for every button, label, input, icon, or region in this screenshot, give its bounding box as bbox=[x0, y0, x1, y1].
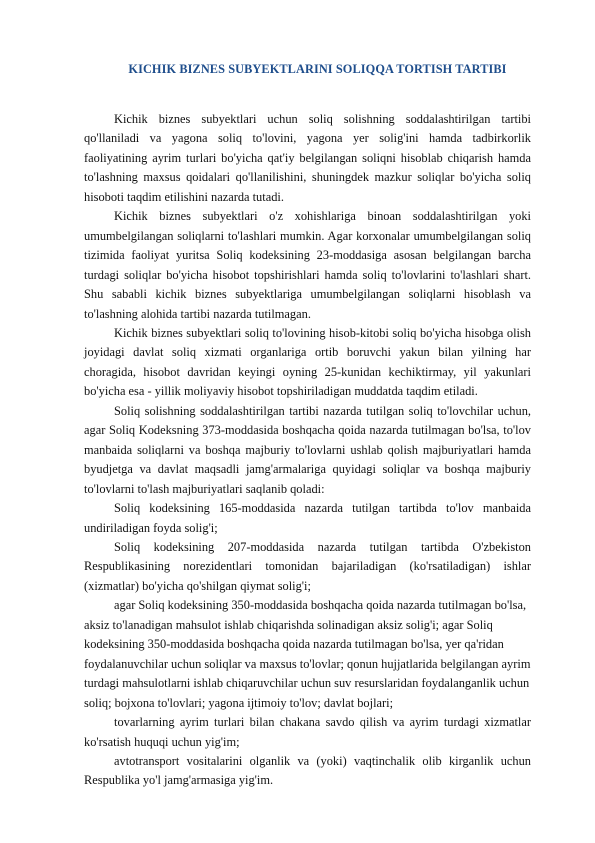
paragraph: tovarlarning ayrim turlari bilan chakana savdo qilish va ayrim turdagi xizmatlar ko'rsatish huquqi uchun yig'im; bbox=[84, 715, 531, 749]
paragraph: Kichik biznes subyektlari o'z xohishlariga binoan soddalashtirilgan yoki umumbelgilangan soliqlarni to'lashlari mumkin. Agar korxonalar umumbelgilangan soliq tizimida faoliyat yuritsa Soliq kodeksining 23-moddasiga asosan belgilangan barcha turdagi soliqlar bo'yicha hisobot topshirishlari hamda soliq to'lovlarini to'lashlari shart. Shu sababli kichik biznes subyektlariga umumbelgilangan soliqlarni hisoblash va to'lashning alohida tartibi nazarda tutilmagan. bbox=[84, 209, 531, 321]
paragraph: agar Soliq kodeksining 350-moddasida boshqacha qoida nazarda tutilmagan bo'lsa, aksiz to'lanadigan mahsulot ishlab chiqarishda solinadigan aksiz solig'i; agar Soliq kodeksining 350-moddasida boshqacha qoida nazarda tutilmagan bo'lsa, yer qa'ridan foydalanuvchilar uchun soliqlar va maxsus to'lovlar; qonun hujjatlarida belgilangan ayrim turdagi mahsulotlarni ishlab chiqaruvchilar uchun suv resurslaridan foydalanganlik uchun soliq; bojxona to'lovlari; yagona ijtimoiy to'lov; davlat bojlari; bbox=[84, 598, 531, 710]
document-body bbox=[84, 110, 531, 791]
paragraph: Kichik biznes subyektlari soliq to'lovining hisob-kitobi soliq bo'yicha hisobga olish joyidagi davlat soliq xizmati organlariga ortib boruvchi yakun bilan yilning har choragida, hisobot davridan keyingi oyning 25-kunidan kechiktirmay, yil yakunlari bo'yicha esa - yillik moliyaviy hisobot topshiriladigan muddatda taqdim etiladi. bbox=[84, 325, 531, 399]
paragraph: Soliq solishning soddalashtirilgan tartibi nazarda tutilgan soliq to'lovchilar uchun, agar Soliq Kodeksning 373-moddasida boshqacha qoida nazarda tutilmagan bo'lsa, to'lov manbaida soliqlarni va boshqa majburiy to'lovlarni ushlab qolish majburiyatlari hamda byudjetga va davlat maqsadli jamg'armalariga quyidagi soliqlar va boshqa majburiy to'lovlarni to'lash majburiyatlari saqlanib qoladi: bbox=[84, 403, 531, 496]
document-title: KICHIK BIZNES SUBYEKTLARINI SOLIQQA TORTISH TARTIBI bbox=[128, 62, 507, 76]
paragraph: Kichik biznes subyektlari uchun soliq solishning soddalashtirilgan tartibi qo'llaniladi va yagona soliq to'lovini, yagona yer solig'ini hamda tadbirkorlik faoliyatining ayrim turlari bo'yicha qat'iy belgilangan soliqni hisoblab chiqarish hamda to'lashning maxsus qoidalari qo'llanilishini, shuningdek mazkur soliqlar bo'yicha soliq hisoboti taqdim etilishini nazarda tutadi. bbox=[84, 112, 531, 204]
paragraph: avtotransport vositalarini olganlik va (yoki) vaqtinchalik olib kirganlik uchun Respublika yo'l jamg'armasiga yig'im. bbox=[84, 753, 531, 788]
paragraph: Soliq kodeksining 165-moddasida nazarda tutilgan tartibda to'lov manbaida undiriladigan foyda solig'i; bbox=[84, 501, 531, 535]
paragraph: Soliq kodeksining 207-moddasida nazarda tutilgan tartibda O'zbekiston Respublikasining norezidentlari tomonidan bajariladigan (ko'rsatiladigan) ishlar (xizmatlar) bo'yicha qo'shilgan qiymat solig'i; bbox=[84, 539, 531, 593]
